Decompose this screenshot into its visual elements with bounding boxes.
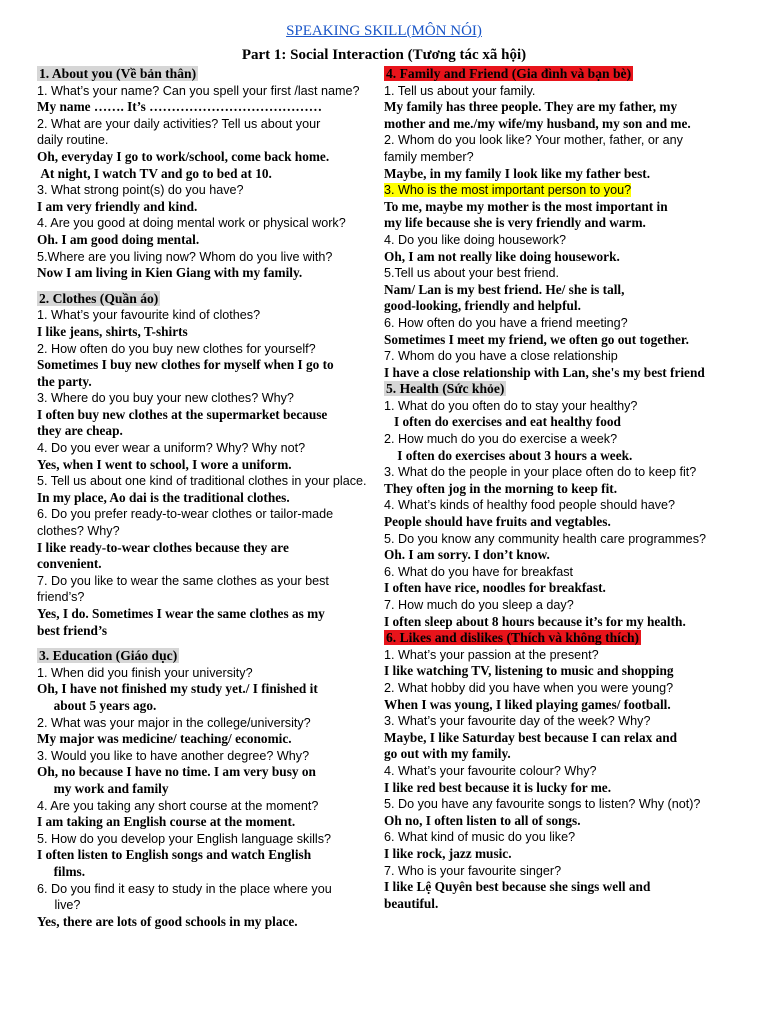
answer-line	[384, 547, 756, 564]
answer-line	[384, 414, 756, 431]
answer-line	[37, 357, 382, 390]
question-line	[37, 83, 382, 100]
answer-text: My major was medicine/ teaching/ economic.	[37, 731, 292, 747]
question-line	[37, 341, 382, 358]
answer-line	[37, 407, 382, 440]
answer-line	[384, 332, 756, 349]
answer-text: Now I am living in Kien Giang with my family.	[37, 265, 303, 281]
question-line	[384, 431, 756, 448]
section-heading	[37, 648, 382, 665]
answer-line	[37, 764, 382, 797]
question-text: 5.Tell us about your best friend.	[384, 266, 560, 281]
question-text: 2. Whom do you look like? Your mother, father, or any family member?	[384, 133, 683, 164]
question-line	[384, 531, 756, 548]
answer-line	[384, 730, 756, 763]
answer-line	[37, 847, 382, 880]
answer-line	[37, 540, 382, 573]
answer-text: Yes, when I went to school, I wore a uniform.	[37, 456, 292, 472]
answer-text: Oh. I am sorry. I don’t know.	[384, 547, 550, 563]
answer-text: Oh, I have not finished my study yet./ I finished it about 5 years ago.	[37, 681, 318, 713]
answer-text: I am taking an English course at the moment.	[37, 814, 296, 830]
question-text: 6. Do you find it easy to study in the place where you live?	[37, 881, 332, 913]
answer-line	[37, 731, 382, 748]
question-text: 6. What kind of music do you like?	[384, 830, 576, 845]
question-line	[384, 763, 756, 780]
question-text: 6. How often do you have a friend meeting?	[384, 315, 628, 330]
question-text: 5.Where are you living now? Whom do you live with?	[37, 249, 333, 264]
section-heading-label: 6. Likes and dislikes (Thích và không thích)	[386, 630, 640, 646]
section-spacer	[37, 282, 382, 291]
answer-line	[37, 914, 382, 931]
question-text: 6. Do you prefer ready-to-wear clothes or tailor-made clothes? Why?	[37, 507, 334, 539]
question-text: 1. When did you finish your university?	[37, 665, 253, 680]
section-heading-label: 3. Education (Giáo dục)	[39, 648, 178, 664]
question-line	[384, 829, 756, 846]
answer-line	[384, 99, 756, 132]
question-line	[384, 796, 756, 813]
question-line	[384, 182, 756, 199]
question-text: 7. Who is your favourite singer?	[384, 863, 562, 878]
question-text: 3. Who is the most important person to you?	[384, 183, 632, 198]
question-text: 3. What’s your favourite day of the week? Why?	[384, 714, 651, 729]
section-heading	[384, 66, 756, 83]
answer-text: Oh no, I often listen to all of songs.	[384, 812, 581, 828]
answer-text: Yes, I do. Sometimes I wear the same clothes as my best friend’s	[37, 606, 325, 638]
answer-line	[384, 697, 756, 714]
question-line	[384, 564, 756, 581]
question-text: 2. What hobby did you have when you were young?	[384, 680, 674, 695]
question-text: 5. Do you have any favourite songs to listen? Why (not)?	[384, 797, 701, 812]
answer-line	[37, 490, 382, 507]
answer-text: Maybe, in my family I look like my father best.	[384, 165, 651, 181]
question-text: 2. What are your daily activities? Tell us about your daily routine.	[37, 116, 321, 148]
section-heading-label: 1. About you (Về bản thân)	[39, 66, 197, 81]
question-line	[37, 831, 382, 848]
answer-text: When I was young, I liked playing games/ football.	[384, 696, 671, 712]
question-line	[37, 307, 382, 324]
section-heading-label: 2. Clothes (Quần áo)	[39, 290, 159, 306]
answer-text: I like jeans, shirts, T-shirts	[37, 323, 188, 339]
question-text: 7. Do you like to wear the same clothes as your best friend’s?	[37, 573, 329, 605]
answer-text: I often do exercises about 3 hours a week.	[384, 447, 633, 463]
question-line	[37, 506, 382, 539]
answer-text: People should have fruits and vegtables.	[384, 514, 611, 530]
answer-text: I often do exercises and eat healthy food	[384, 414, 621, 430]
question-line	[37, 573, 382, 606]
question-line	[384, 232, 756, 249]
question-text: 1. What do you often do to stay your healthy?	[384, 398, 638, 413]
question-line	[384, 713, 756, 730]
question-line	[384, 497, 756, 514]
question-text: 2. How much do you do exercise a week?	[384, 432, 618, 447]
question-line	[37, 665, 382, 682]
answer-line	[37, 149, 382, 182]
question-text: 4. Are you taking any short course at the moment?	[37, 798, 319, 813]
answer-line	[384, 448, 756, 465]
question-line	[37, 116, 382, 149]
answer-line	[384, 365, 756, 382]
answer-line	[37, 232, 382, 249]
answer-line	[37, 265, 382, 282]
answer-text: Oh. I am good doing mental.	[37, 231, 200, 247]
answer-text: Yes, there are lots of good schools in my place.	[37, 913, 298, 929]
question-line	[37, 473, 382, 490]
question-text: 5. Tell us about one kind of traditional clothes in your place.	[37, 474, 367, 489]
question-text: 4. Are you good at doing mental work or physical work?	[37, 216, 346, 231]
answer-text: My name ……. It’s …………………………………	[37, 99, 323, 115]
answer-text: Maybe, I like Saturday best because I can relax and go out with my family.	[384, 729, 678, 762]
answer-text: I often listen to English songs and watch English films.	[37, 847, 312, 879]
answer-line	[384, 514, 756, 531]
answer-text: I am very friendly and kind.	[37, 198, 198, 214]
question-text: 6. What do you have for breakfast	[384, 564, 574, 579]
question-line	[384, 680, 756, 697]
document-title: SPEAKING SKILL(MÔN NÓI)	[286, 23, 482, 39]
answer-text: I often buy new clothes at the supermarket because they are cheap.	[37, 406, 328, 439]
section-spacer	[37, 639, 382, 648]
question-text: 5. How do you develop your English language skills?	[37, 831, 332, 846]
question-line	[384, 863, 756, 880]
question-line	[37, 440, 382, 457]
answer-line	[384, 846, 756, 863]
question-line	[384, 464, 756, 481]
question-line	[384, 83, 756, 100]
question-line	[37, 249, 382, 266]
question-line	[384, 597, 756, 614]
right-column	[384, 66, 756, 912]
answer-text: My family has three people. They are my father, my mother and me./my wife/my husband, my son and me.	[384, 99, 691, 131]
question-text: 4. Do you like doing housework?	[384, 232, 567, 247]
section-heading-label: 4. Family and Friend (Gia đình và bạn bè)	[386, 66, 632, 81]
question-line	[37, 182, 382, 199]
answer-line	[384, 166, 756, 183]
answer-text: I have a close relationship with Lan, she's my best friend	[384, 364, 705, 380]
question-text: 2. What was your major in the college/university?	[37, 715, 311, 730]
answer-line	[384, 879, 756, 912]
section-heading-label: 5. Health (Sức khỏe)	[386, 381, 505, 397]
answer-line	[37, 324, 382, 341]
answer-text: I like watching TV, listening to music and shopping	[384, 663, 674, 679]
answer-text: Sometimes I meet my friend, we often go out together.	[384, 331, 689, 347]
part-subtitle: Part 1: Social Interaction (Tương tác xã hội)	[241, 47, 527, 63]
answer-text: In my place, Ao dai is the traditional clothes.	[37, 489, 290, 505]
answer-line	[384, 481, 756, 498]
question-text: 3. What do the people in your place often do to keep fit?	[384, 465, 697, 480]
question-line	[384, 132, 756, 165]
answer-text: Oh, no because I have no time. I am very busy on my work and family	[37, 764, 316, 796]
question-line	[384, 315, 756, 332]
question-text: 2. How often do you buy new clothes for yourself?	[37, 341, 316, 356]
answer-text: Sometimes I buy new clothes for myself when I go to the party.	[37, 357, 334, 389]
question-line	[384, 348, 756, 365]
answer-line	[384, 580, 756, 597]
answer-line	[37, 99, 382, 116]
question-text: 5. Do you know any community health care programmes?	[384, 531, 706, 546]
answer-text: To me, maybe my mother is the most important in my life because she is very friendly and warm.	[384, 198, 668, 231]
left-column	[37, 66, 382, 930]
answer-text: I like rock, jazz music.	[384, 845, 512, 861]
question-text: 4. What’s your favourite colour? Why?	[384, 763, 597, 778]
question-line	[384, 265, 756, 282]
answer-line	[384, 663, 756, 680]
section-heading	[384, 630, 756, 647]
answer-line	[37, 814, 382, 831]
question-line	[37, 881, 382, 914]
answer-line	[384, 614, 756, 631]
question-line	[384, 647, 756, 664]
answer-text: I often have rice, noodles for breakfast.	[384, 580, 606, 596]
section-heading	[384, 381, 756, 398]
section-heading	[37, 291, 382, 308]
question-line	[37, 798, 382, 815]
answer-text: Oh, everyday I go to work/school, come back home. At night, I watch TV and go to bed at 10.	[37, 148, 330, 181]
question-text: 4. Do you ever wear a uniform? Why? Why not?	[37, 441, 306, 456]
answer-line	[384, 780, 756, 797]
answer-line	[37, 457, 382, 474]
question-text: 1. What’s your name? Can you spell your first /last name?	[37, 83, 360, 98]
question-text: 7. Whom do you have a close relationship	[384, 349, 618, 364]
question-text: 1. What’s your favourite kind of clothes?	[37, 308, 261, 323]
question-text: 1. What’s your passion at the present?	[384, 647, 599, 662]
question-text: 7. How much do you sleep a day?	[384, 598, 574, 612]
question-line	[384, 398, 756, 415]
question-line	[37, 748, 382, 765]
answer-line	[384, 199, 756, 232]
question-text: 4. What’s kinds of healthy food people should have?	[384, 498, 676, 513]
question-line	[37, 715, 382, 732]
answer-text: I like red best because it is lucky for me.	[384, 779, 612, 795]
answer-line	[384, 813, 756, 830]
answer-text: Nam/ Lan is my best friend. He/ she is tall, good-looking, friendly and helpful.	[384, 281, 625, 314]
answer-text: They often jog in the morning to keep fit.	[384, 480, 618, 496]
question-line	[37, 390, 382, 407]
question-text: 3. Would you like to have another degree? Why?	[37, 748, 310, 763]
answer-line	[37, 606, 382, 639]
section-heading	[37, 66, 382, 83]
answer-line	[384, 282, 756, 315]
answer-text: Oh, I am not really like doing housework.	[384, 248, 620, 264]
answer-line	[37, 199, 382, 216]
answer-line	[37, 681, 382, 714]
answer-line	[384, 249, 756, 266]
question-text: 3. What strong point(s) do you have?	[37, 183, 244, 198]
question-line	[37, 215, 382, 232]
question-text: 1. Tell us about your family.	[384, 83, 536, 98]
answer-text: I like Lệ Quyên best because she sings well and beautiful.	[384, 879, 651, 911]
question-text: 3. Where do you buy your new clothes? Why?	[37, 391, 294, 406]
answer-text: I often sleep about 8 hours because it’s for my health.	[384, 613, 686, 629]
answer-text: I like ready-to-wear clothes because they are convenient.	[37, 539, 289, 572]
